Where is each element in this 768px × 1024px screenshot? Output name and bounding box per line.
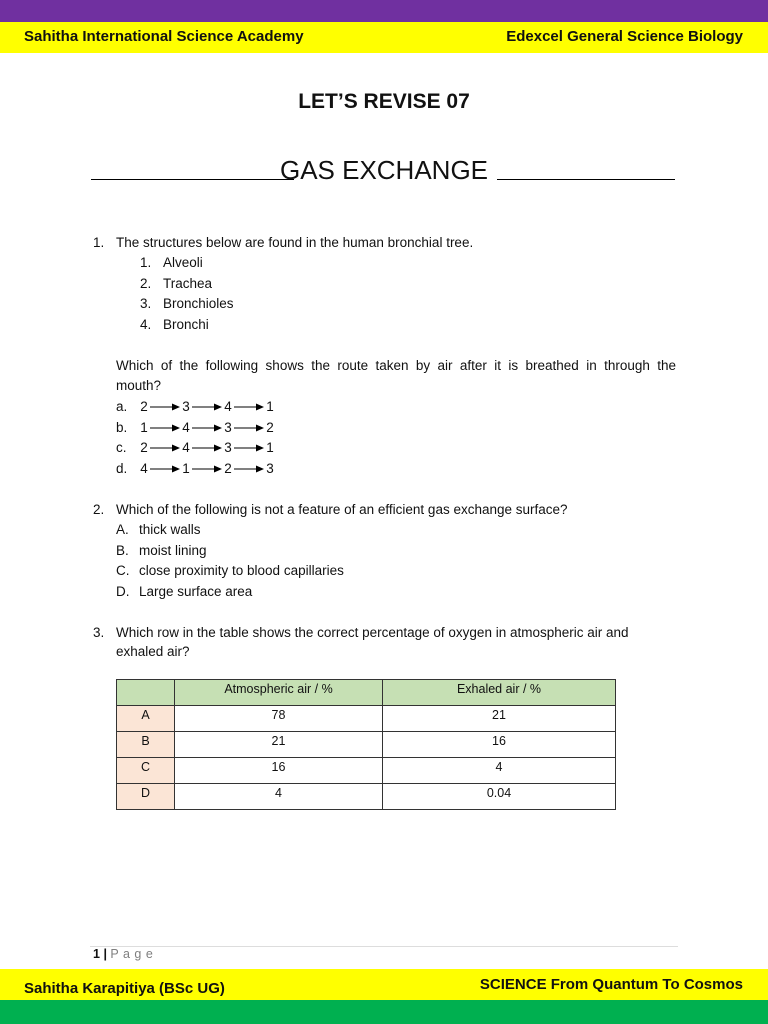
- q2-option-letter: B.: [116, 543, 129, 558]
- q1-question-line1: Which of the following shows the route taken by air after it is breathed in through the: [116, 358, 676, 373]
- q1-item-number: 4.: [140, 317, 152, 332]
- table-cell: 21: [383, 706, 616, 732]
- table-header-cell: [117, 680, 175, 706]
- top-purple-bar: [0, 0, 768, 22]
- q3-number: 3.: [93, 625, 105, 640]
- q2-option-label: thick walls: [139, 522, 201, 537]
- arrow-right-icon: [149, 464, 181, 474]
- table-cell: 16: [383, 732, 616, 758]
- q2-number: 2.: [93, 502, 105, 517]
- title-rule-right: [497, 179, 675, 180]
- arrow-right-icon: [233, 464, 265, 474]
- q1-question-line2: mouth?: [116, 378, 162, 393]
- q1-option-letter: a.: [116, 399, 128, 414]
- q2-option-letter: C.: [116, 563, 130, 578]
- arrow-right-icon: [233, 402, 265, 412]
- q1-sequence-number: 4: [182, 440, 190, 455]
- table-cell: 4: [383, 758, 616, 784]
- topic-title: GAS EXCHANGE: [279, 155, 489, 185]
- table-row-label: D: [117, 784, 175, 810]
- page-indicator: [93, 947, 153, 961]
- q1-sequence-number: 1: [266, 440, 274, 455]
- q1-sequence-number: 1: [140, 420, 148, 435]
- q2-option-letter: D.: [116, 584, 130, 599]
- q1-option: [116, 418, 275, 438]
- q1-sequence-number: 2: [224, 461, 232, 476]
- q1-option-letter: c.: [116, 440, 127, 455]
- q1-text: The structures below are found in the human bronchial tree.: [116, 235, 474, 250]
- arrow-right-icon: [233, 423, 265, 433]
- q2-option-letter: A.: [116, 522, 129, 537]
- table-row: [117, 758, 616, 784]
- revise-title: LET’S REVISE 07: [298, 90, 470, 113]
- q3-text-line1: Which row in the table shows the correct percentage of oxygen in atmospheric air and: [116, 625, 629, 640]
- arrow-right-icon: [149, 402, 181, 412]
- q1-item-number: 1.: [140, 255, 152, 270]
- q1-sequence-number: 3: [224, 440, 232, 455]
- page-number: 1: [93, 947, 100, 961]
- q1-sequence-number: 4: [224, 399, 232, 414]
- footer-author: Sahitha Karapitiya (BSc UG): [24, 980, 225, 997]
- q1-option: [116, 459, 275, 479]
- table-row-label: A: [117, 706, 175, 732]
- q1-item-number: 3.: [140, 296, 152, 311]
- page-word: P a g e: [110, 947, 154, 961]
- q1-sequence-number: 3: [182, 399, 190, 414]
- q1-item-label: Bronchi: [163, 317, 209, 332]
- page-separator: |: [103, 947, 107, 961]
- q1-option-letter: d.: [116, 461, 128, 476]
- q1-item-label: Alveoli: [163, 255, 203, 270]
- q1-sequence-number: 2: [140, 399, 148, 414]
- q1-item-label: Bronchioles: [163, 296, 234, 311]
- table-cell: 16: [175, 758, 383, 784]
- q2-option-label: moist lining: [139, 543, 207, 558]
- oxygen-table: [116, 679, 616, 810]
- q1-number: 1.: [93, 235, 105, 250]
- arrow-right-icon: [191, 464, 223, 474]
- q2-option-label: close proximity to blood capillaries: [139, 563, 344, 578]
- table-row: [117, 706, 616, 732]
- table-row-label: C: [117, 758, 175, 784]
- q1-option: [116, 397, 275, 417]
- table-row-label: B: [117, 732, 175, 758]
- table-row: [117, 732, 616, 758]
- q1-option: [116, 438, 275, 458]
- q1-sequence-number: 3: [224, 420, 232, 435]
- q1-sequence-number: 2: [140, 440, 148, 455]
- q1-option-letter: b.: [116, 420, 128, 435]
- header-subject: Edexcel General Science Biology: [506, 28, 743, 45]
- arrow-right-icon: [149, 443, 181, 453]
- table-row: [117, 784, 616, 810]
- table-cell: 4: [175, 784, 383, 810]
- arrow-right-icon: [191, 443, 223, 453]
- arrow-right-icon: [149, 423, 181, 433]
- bottom-green-bar: [0, 1000, 768, 1024]
- q1-sequence-number: 1: [266, 399, 274, 414]
- arrow-right-icon: [191, 423, 223, 433]
- q1-sequence-number: 4: [140, 461, 148, 476]
- table-header-cell: Atmospheric air / %: [175, 680, 383, 706]
- q1-sequence-number: 3: [266, 461, 274, 476]
- table-cell: 21: [175, 732, 383, 758]
- header-academy-name: Sahitha International Science Academy: [24, 28, 304, 45]
- footer-slogan: SCIENCE From Quantum To Cosmos: [479, 976, 743, 993]
- table-cell: 0.04: [383, 784, 616, 810]
- table-cell: 78: [175, 706, 383, 732]
- q2-option-label: Large surface area: [139, 584, 253, 599]
- footer-rule: [90, 946, 678, 947]
- q1-sequence-number: 2: [266, 420, 274, 435]
- table-header-row: [117, 680, 616, 706]
- q3-text-line2: exhaled air?: [116, 644, 190, 659]
- arrow-right-icon: [191, 402, 223, 412]
- q2-text: Which of the following is not a feature of an efficient gas exchange surface?: [116, 502, 568, 517]
- q1-sequence-number: 4: [182, 420, 190, 435]
- arrow-right-icon: [233, 443, 265, 453]
- q1-sequence-number: 1: [182, 461, 190, 476]
- q1-item-label: Trachea: [163, 276, 213, 291]
- table-header-cell: Exhaled air / %: [383, 680, 616, 706]
- q1-item-number: 2.: [140, 276, 152, 291]
